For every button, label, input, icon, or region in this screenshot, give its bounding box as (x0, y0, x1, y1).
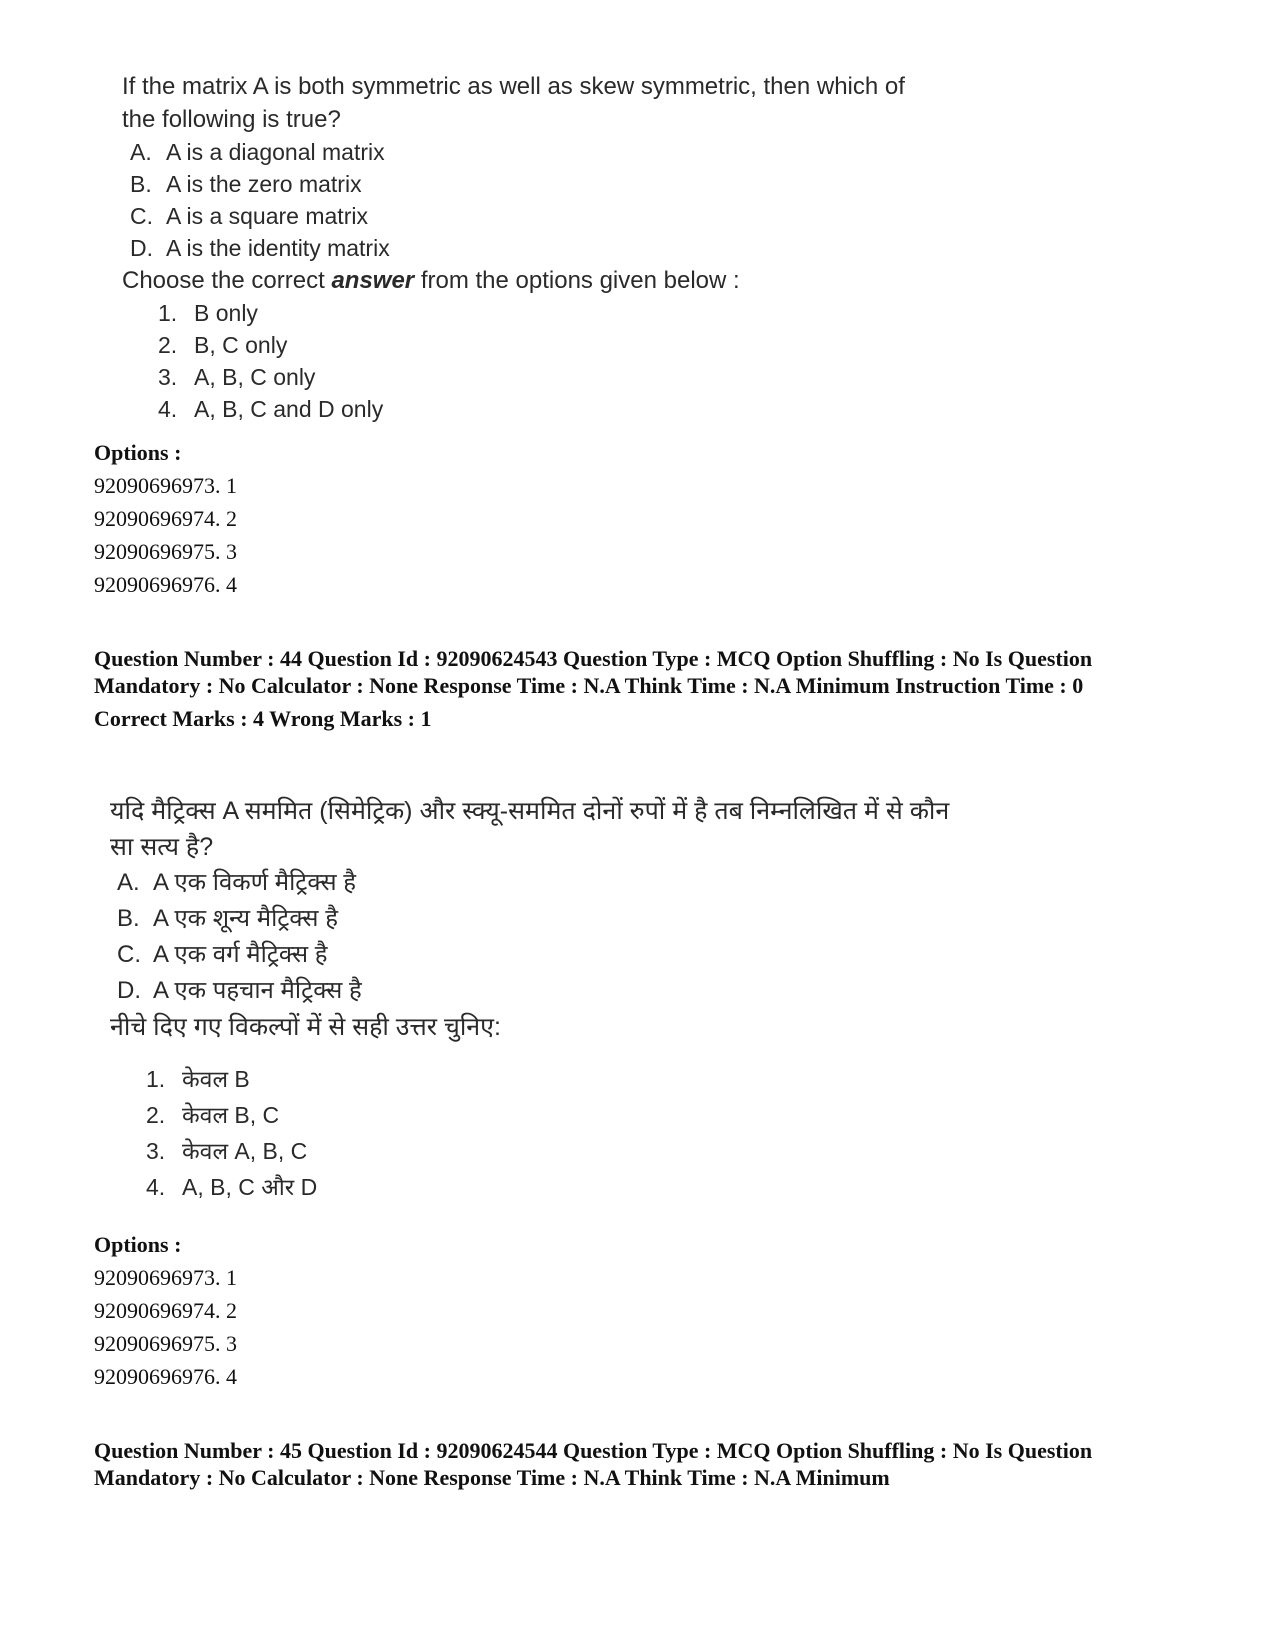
statement-text: A एक पहचान मैट्रिक्स है (153, 977, 362, 1004)
question-meta: Question Number : 45 Question Id : 92090624544 Question Type : MCQ Option Shuffling : No Is Question Mandatory : No Calculator : None Response Time : N.A Think Time : N.A Minimum (94, 1438, 1093, 1490)
statement-letter: A. (130, 139, 152, 165)
answer-text: केवल A, B, C (182, 1138, 308, 1164)
option-item: 92090696975. 3 (94, 539, 237, 564)
options-block-44 (94, 1229, 1194, 1393)
option-item: 92090696976. 4 (94, 1364, 237, 1389)
statement-letter: D. (117, 977, 141, 1004)
statement-text: A is the identity matrix (166, 235, 390, 261)
statement-list (130, 136, 942, 264)
answer-text: B, C only (194, 332, 288, 358)
choose-emphasis: answer (331, 267, 415, 294)
statement-text: A एक शून्य मैट्रिक्स है (153, 905, 338, 932)
answer-choice (146, 1133, 950, 1169)
statement-item (117, 973, 950, 1009)
statement-letter: D. (130, 235, 153, 261)
answer-number: 4. (146, 1174, 166, 1200)
statement-text: A एक विकर्ण मैट्रिक्स है (153, 869, 356, 896)
answer-choice (158, 393, 942, 425)
options-block-43 (94, 437, 1194, 601)
question-44-header (94, 645, 1194, 732)
option-item: 92090696975. 3 (94, 1331, 237, 1356)
answer-text: केवल B, C (182, 1102, 280, 1128)
answer-number: 1. (146, 1066, 166, 1092)
choose-suffix: from the options given below : (414, 267, 740, 294)
options-label: Options : (94, 440, 182, 465)
statement-text: A is a diagonal matrix (166, 139, 385, 165)
question-meta: Question Number : 44 Question Id : 92090624543 Question Type : MCQ Option Shuffling : No Is Question Mandatory : No Calculator : None Response Time : N.A Think Time : N.A Minimum Instruction Time : 0 (94, 646, 1093, 698)
answer-number: 1. (158, 300, 178, 326)
answer-choice (158, 329, 942, 361)
question-45-header (94, 1437, 1194, 1491)
answer-choice (146, 1169, 950, 1205)
statement-item (117, 901, 950, 937)
options-label: Options : (94, 1232, 182, 1257)
statement-letter: B. (130, 171, 152, 197)
statement-letter: A. (117, 869, 140, 896)
option-item: 92090696974. 2 (94, 1298, 237, 1323)
choose-prefix: Choose the correct (122, 267, 332, 294)
option-item: 92090696973. 1 (94, 473, 237, 498)
answer-choice (146, 1097, 950, 1133)
statement-text: A is a square matrix (166, 203, 368, 229)
statement-text: A is the zero matrix (166, 171, 362, 197)
answer-choice (146, 1061, 950, 1097)
statement-item (117, 937, 950, 973)
question-stem: यदि मैट्रिक्स A सममित (सिमेट्रिक) और स्क्यू-सममित दोनों रुपों में है तब निम्नलिखित में से कौन सा सत्य है? (110, 797, 950, 861)
choose-instruction (122, 264, 942, 297)
statement-letter: C. (130, 203, 153, 229)
answer-number: 2. (146, 1102, 166, 1128)
answer-number: 3. (146, 1138, 166, 1164)
answer-number: 4. (158, 396, 178, 422)
answer-choice (158, 361, 942, 393)
choose-instruction: नीचे दिए गए विकल्पों में से सही उत्तर चुनिए: (110, 1013, 501, 1041)
statement-text: A एक वर्ग मैट्रिक्स है (153, 941, 328, 968)
statement-item (130, 168, 942, 200)
statement-list (117, 865, 950, 1009)
statement-item (130, 136, 942, 168)
answer-number: 3. (158, 364, 178, 390)
answer-text: A, B, C और D (182, 1174, 318, 1200)
option-item: 92090696973. 1 (94, 1265, 237, 1290)
statement-item (117, 865, 950, 901)
statement-letter: B. (117, 905, 140, 932)
question-marks: Correct Marks : 4 Wrong Marks : 1 (94, 706, 432, 731)
answer-choice-list (158, 297, 942, 425)
statement-item (130, 232, 942, 264)
answer-text: केवल B (182, 1066, 250, 1092)
option-item: 92090696976. 4 (94, 572, 237, 597)
statement-letter: C. (117, 941, 141, 968)
question-43-image (122, 70, 942, 425)
option-item: 92090696974. 2 (94, 506, 237, 531)
statement-item (130, 200, 942, 232)
answer-text: A, B, C only (194, 364, 316, 390)
answer-number: 2. (158, 332, 178, 358)
answer-choice (158, 297, 942, 329)
answer-text: B only (194, 300, 258, 326)
question-stem: If the matrix A is both symmetric as well as skew symmetric, then which of the following is true? (122, 73, 905, 133)
question-44-image (110, 793, 950, 1205)
answer-text: A, B, C and D only (194, 396, 384, 422)
answer-choice-list (146, 1061, 950, 1205)
